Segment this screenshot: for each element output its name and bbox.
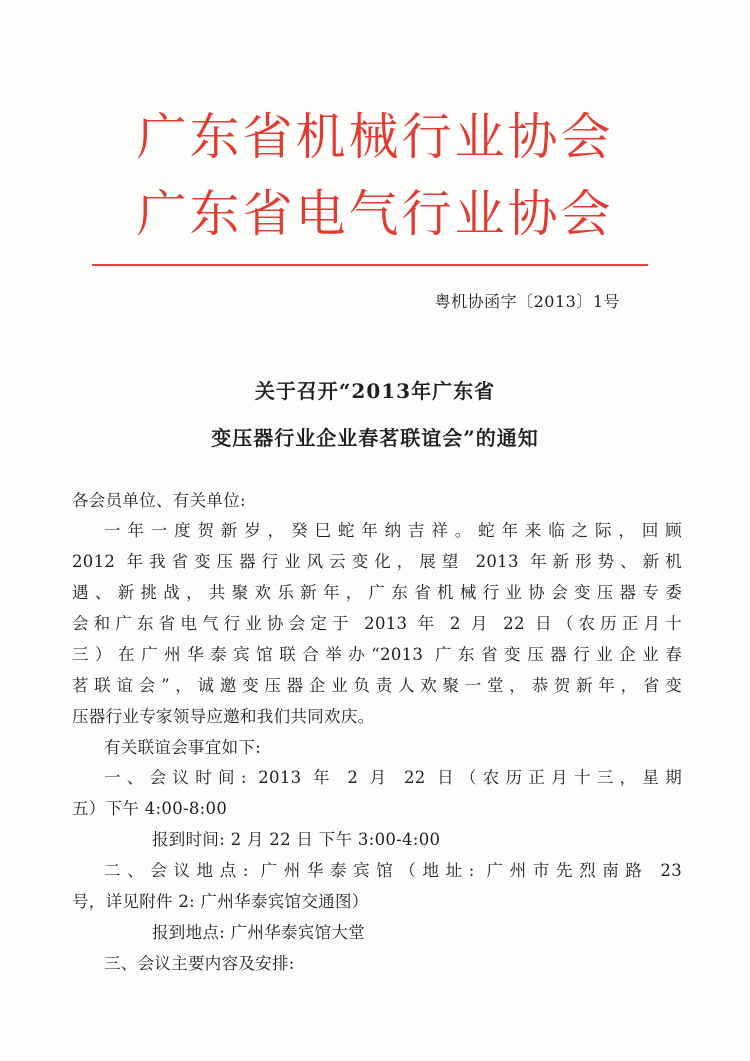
meeting-location-line: 号，详见附件 2: 广州华泰宾馆交通图） bbox=[72, 892, 369, 911]
meeting-time-line: 五）下午 4:00-8:00 bbox=[72, 799, 228, 818]
checkin-time: 报到时间: 2 月 22 日 下午 3:00-4:00 bbox=[152, 830, 441, 849]
agenda-heading: 三、会议主要内容及安排: bbox=[104, 954, 295, 973]
paragraph-line: 会和广东省电气行业协会定于 2013 年 2 月 22 日（农历正月十 bbox=[72, 614, 682, 633]
paragraph-line: 一年一度贺新岁，癸巳蛇年纳吉祥。蛇年来临之际，回顾 bbox=[104, 521, 682, 540]
paragraph-line: 三）在广州华泰宾馆联合举办“2013 广东省变压器行业企业春 bbox=[72, 645, 682, 664]
letterhead-divider bbox=[92, 264, 648, 266]
organization-name-electrical: 广东省电气行业协会 bbox=[136, 185, 614, 243]
salutation: 各会员单位、有关单位: bbox=[72, 491, 246, 510]
matters-intro: 有关联谊会事宜如下: bbox=[104, 738, 262, 757]
paragraph-line: 遇、新挑战，共聚欢乐新年，广东省机械行业协会变压器专委 bbox=[72, 583, 682, 602]
paragraph-line: 茗联谊会”，诚邀变压器企业负责人欢聚一堂，恭贺新年，省变 bbox=[72, 676, 682, 695]
meeting-time-line: 一、会议时间: 2013 年 2 月 22 日（农历正月十三，星期 bbox=[104, 768, 682, 787]
document-number: 粤机协函字〔2013〕1号 bbox=[434, 292, 620, 311]
paragraph-line: 2012 年我省变压器行业风云变化，展望 2013 年新形势、新机 bbox=[72, 552, 682, 571]
checkin-location: 报到地点: 广州华泰宾馆大堂 bbox=[152, 923, 366, 942]
notice-title-line-1: 关于召开“2013年广东省 bbox=[254, 379, 496, 403]
paragraph-line: 压器行业专家领导应邀和我们共同欢庆。 bbox=[72, 707, 375, 726]
organization-name-mechanical: 广东省机械行业协会 bbox=[136, 108, 614, 166]
meeting-location-line: 二、会议地点: 广州华泰宾馆（地址: 广州市先烈南路 23 bbox=[104, 861, 682, 880]
notice-title-line-2: 变压器行业企业春茗联谊会”的通知 bbox=[211, 426, 539, 450]
